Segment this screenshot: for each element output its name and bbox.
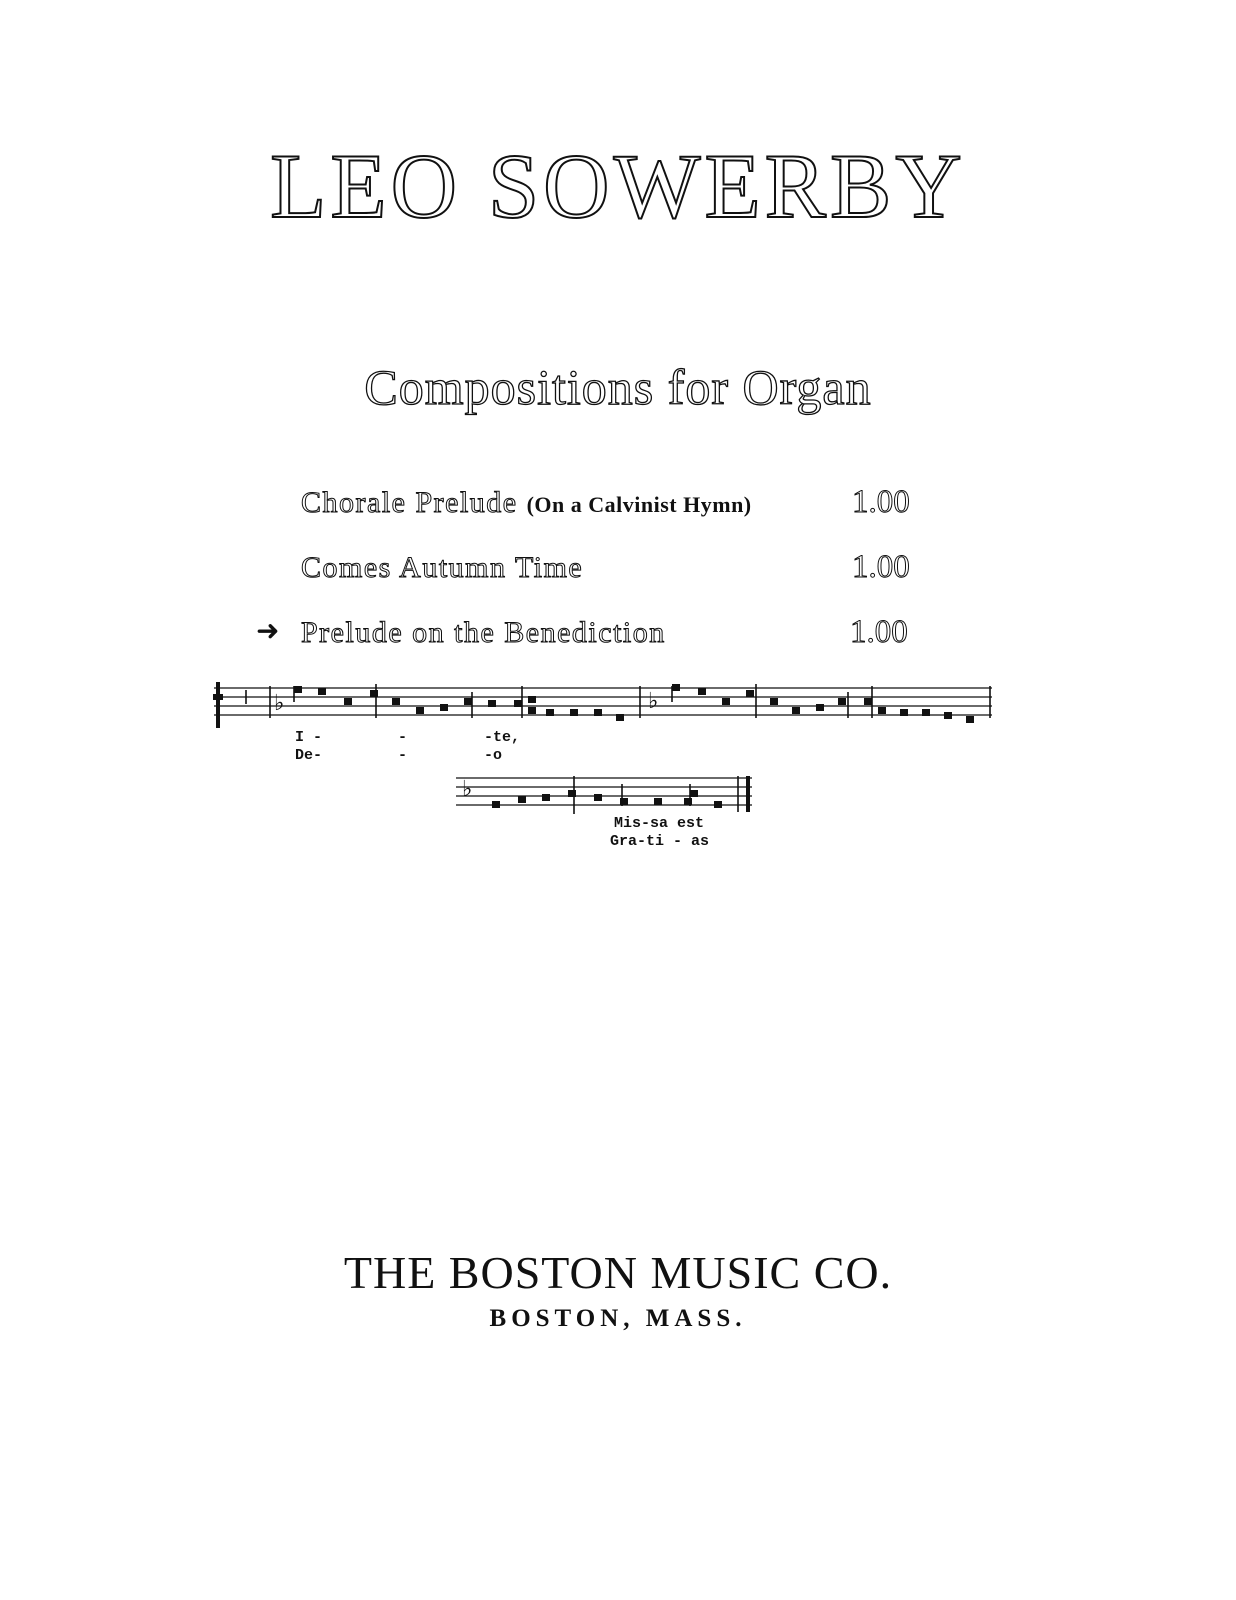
chant-lyric: Gra-ti - as	[610, 833, 710, 850]
piece-item	[301, 553, 583, 583]
piece-title: Comes Autumn Time	[301, 551, 584, 584]
piece-price: 1.00	[850, 614, 908, 650]
piece-price: 1.00	[852, 549, 910, 585]
publisher-city: BOSTON, MASS.	[489, 1305, 747, 1332]
flat-sign: ♭	[462, 777, 473, 802]
chant-lyric: -	[398, 747, 408, 764]
chant-lyric: -	[398, 729, 408, 746]
piece-item	[301, 618, 666, 648]
flat-sign: ♭	[648, 689, 659, 714]
flat-sign: ♭	[274, 691, 285, 716]
neume-group	[492, 776, 748, 814]
chant-lyric: De-	[295, 747, 323, 764]
composer-name: LEO SOWERBY	[270, 135, 966, 237]
chant-staff	[454, 772, 764, 818]
piece-title: Prelude on the Benediction	[301, 616, 666, 649]
piece-price: 1.00	[852, 484, 910, 520]
right-arrow-icon: ➜	[256, 616, 280, 647]
clef	[213, 694, 223, 700]
chant-lyric: -te,	[484, 729, 521, 746]
chant-lyric: I -	[295, 729, 323, 746]
neume-group	[294, 684, 990, 723]
piece-subtitle: (On a Calvinist Hymn)	[526, 492, 752, 517]
collection-title: Compositions for Organ	[364, 359, 872, 415]
publisher-name: THE BOSTON MUSIC CO.	[343, 1247, 893, 1298]
chant-lyric: -o	[484, 747, 503, 764]
chant-lyric: Mis-sa est	[614, 815, 705, 832]
chant-staff	[210, 680, 1010, 730]
piece-item	[301, 488, 752, 518]
piece-title: Chorale Prelude	[301, 486, 518, 519]
